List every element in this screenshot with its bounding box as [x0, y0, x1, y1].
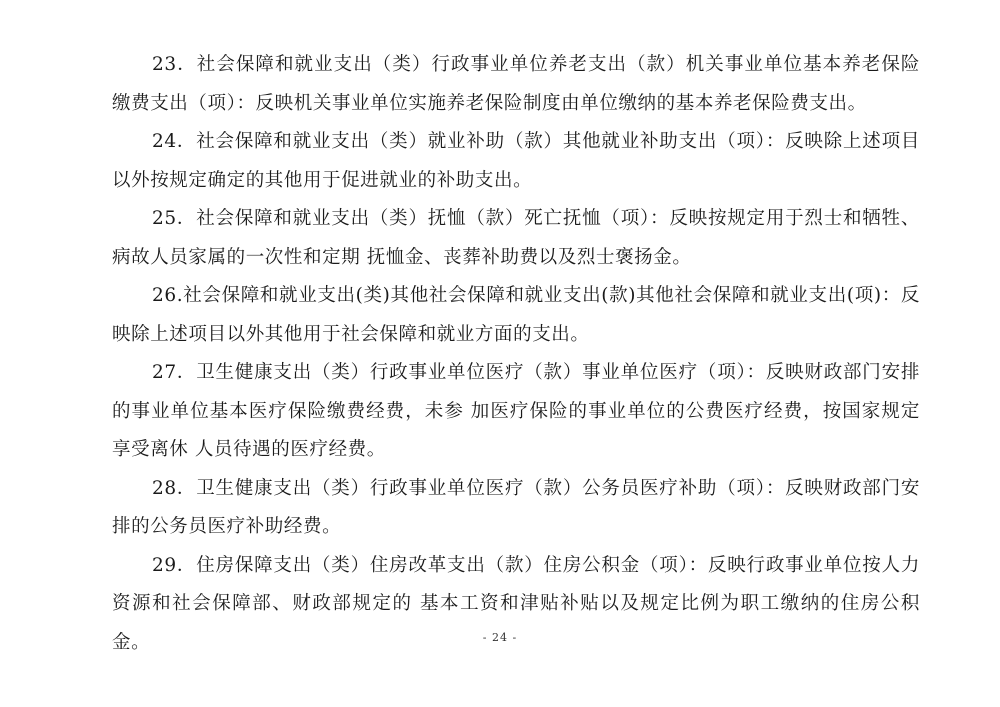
- paragraph-item-25: 25．社会保障和就业支出（类）抚恤（款）死亡抚恤（项）：反映按规定用于烈士和牺牲、病故人员家属的一次性和定期 抚恤金、丧葬补助费以及烈士褒扬金。: [112, 208, 920, 268]
- paragraph-item-29: 29．住房保障支出（类）住房改革支出（款）住房公积金（项）：反映行政事业单位按人力资源和社会保障部、财政部规定的 基本工资和津贴补贴以及规定比例为职工缴纳的住房公积金。: [112, 554, 920, 653]
- paragraph-item-24: 24．社会保障和就业支出（类）就业补助（款）其他就业补助支出（项）：反映除上述项目以外按规定确定的其他用于促进就业的补助支出。: [112, 131, 920, 191]
- document-body: [112, 46, 920, 662]
- paragraph-item-26: 26.社会保障和就业支出(类)其他社会保障和就业支出(款)其他社会保障和就业支出(项)：反映除上述项目以外其他用于社会保障和就业方面的支出。: [112, 285, 920, 345]
- page-number: - 24 -: [482, 631, 518, 644]
- paragraph-item-23: 23．社会保障和就业支出（类）行政事业单位养老支出（款）机关事业单位基本养老保险缴费支出（项）：反映机关事业单位实施养老保险制度由单位缴纳的基本养老保险费支出。: [112, 54, 920, 114]
- paragraph-item-28: 28．卫生健康支出（类）行政事业单位医疗（款）公务员医疗补助（项）：反映财政部门安排的公务员医疗补助经费。: [112, 477, 920, 537]
- paragraph-item-27: 27．卫生健康支出（类）行政事业单位医疗（款）事业单位医疗（项）：反映财政部门安排的事业单位基本医疗保险缴费经费，未参 加医疗保险的事业单位的公费医疗经费，按国家规定享受离休 人员待遇的医疗经费。: [112, 362, 920, 460]
